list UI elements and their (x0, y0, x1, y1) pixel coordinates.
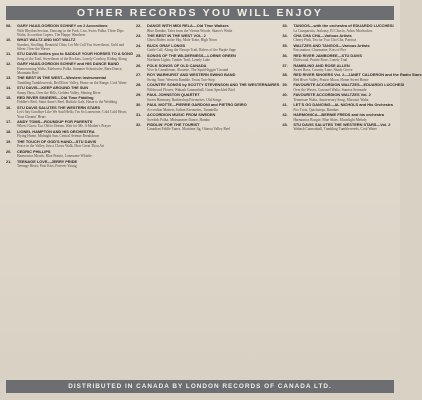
record-track-list: Let's Say Goodbye Like We Said Hello, I'm So Lonesome, Cold Cold Heart, Your Cheatin' Heart (17, 110, 127, 119)
record-entry (136, 44, 279, 53)
record-title: GARY HAAS-GORDON SCHNEY and HIS DANCE BAND (17, 61, 119, 67)
record-entry (282, 73, 421, 82)
record-track-list: Harmonica Moods, Blue Prairie, Lonesome Whistle (17, 154, 92, 159)
listing-column-middle (136, 24, 279, 376)
record-entry (136, 73, 279, 82)
record-track-list: Homecoming Waltz, Edelweiss Polka, Summer Schottische, Barn Dance, Mountain Reel (17, 66, 123, 75)
record-number: 37. (282, 62, 288, 68)
record-track-list: Cattle Call, Along the Navajo Trail, Riders of the Purple Sage (147, 48, 236, 53)
listing-column-right (282, 24, 421, 376)
record-track-list: Canadian Fiddle Tunes, Maritime Jig, Ottawa Valley Reel (147, 127, 231, 132)
record-title: ACCORDION MUSIC FROM SWEDEN (147, 112, 216, 118)
record-number: 27. (136, 72, 142, 78)
record-number: 41. (282, 102, 288, 108)
record-listing (6, 23, 422, 376)
record-title: RED RIVER JAMBOREE—STU DAVIS (293, 52, 362, 58)
record-entry (282, 24, 421, 33)
record-entry (136, 103, 279, 112)
record-title: GARY HAAS-GORDON SCHNEY on 2 Accordions (17, 23, 108, 28)
record-title: FAVOURITE ACCORDION WALTZES Vol. 2 (293, 92, 371, 98)
record-number: 23. (136, 32, 142, 38)
record-number: 12. (6, 61, 12, 67)
record-entry (136, 113, 279, 122)
record-entry (136, 93, 279, 102)
record-number: 42. (282, 112, 288, 118)
record-title: LET'S GO DANCING—AL NICHOLS and His Orchestra (293, 102, 393, 108)
record-number: 19. (6, 138, 12, 144)
record-track-list: Cherry Pink, Tea for Two Cha Cha, Patricia (293, 38, 357, 43)
record-title: DANCE WITH MIDI RELA—Old Time Waltzes (147, 23, 229, 28)
record-number: 16. (6, 104, 12, 110)
record-title: WALTZES AND TANGOS—Various Artists (293, 42, 370, 48)
record-track-list: Blue Danube, Tales from the Vienna Woods, Skater's Waltz (147, 28, 233, 33)
record-number: 29. (136, 92, 142, 98)
record-entry (136, 123, 279, 132)
record-track-list: Over the Waves, Carousel Waltz, Sunrise Serenade (293, 87, 367, 92)
record-title: ROY WARHURST AND WESTERN SWING BAND (147, 72, 236, 78)
record-track-list: Sweet Harmony, Barbershop Favourites, Old Songs (147, 97, 222, 102)
record-entry (6, 24, 133, 37)
record-entry (6, 62, 133, 75)
record-title: HARMONICA—BERNIE FREDS and his orchestra (293, 112, 384, 118)
record-entry (282, 103, 421, 112)
record-title: THE TOUCH OF GOD'S HAND—STU DAVIS (17, 138, 97, 144)
record-number: 36. (282, 52, 288, 58)
record-entry (282, 113, 421, 122)
record-track-list: Flying Home, Midnight Sun, Central Avenue Breakdown (17, 134, 100, 139)
record-entry (6, 130, 133, 139)
page-title: OTHER RECORDS YOU WILL ENJOY (6, 6, 394, 20)
record-track-list: Accordion Masters, Italian Favourites, Tarantella (147, 107, 218, 112)
record-entry (6, 160, 133, 169)
record-number: 28. (136, 82, 142, 88)
record-title: FOLK SONGS OF OLD CANADA (147, 62, 207, 68)
record-entry (136, 64, 279, 73)
record-title: STU DAVIS invites you to SADDLE YOUR HORSES TO A SONG (17, 51, 134, 57)
record-track-list: Peace in the Valley, Just a Closer Walk, How Great Thou Art (17, 144, 105, 149)
record-title: WHAT WALTZ AND NOT WALTZ (17, 37, 76, 43)
record-entry (282, 34, 421, 43)
record-entry (136, 54, 279, 63)
record-entry (6, 96, 133, 105)
record-entry (6, 106, 133, 119)
record-track-list: Teenage Heart, First Kiss, Forever Young (17, 164, 77, 168)
record-title: ANDY TOMS—ROUNDUP FOR PARENTS (17, 118, 93, 124)
record-track-list: Tennessee Waltz, Anniversary Song, Missouri Waltz (293, 97, 369, 102)
record-track-list: Song of the Trail, Sweetheart of the Rockies, Lonely Cowboy, Riding Along (17, 56, 127, 61)
record-title: STU DAVIS SALUTES THE WESTERN STARS—Vol. 2 (293, 121, 391, 127)
record-entry (136, 34, 279, 43)
record-number: 35. (282, 42, 288, 48)
record-number: 11. (6, 51, 12, 57)
record-entry (6, 38, 133, 51)
record-track-list: Northern Lights, Timber Trail, Lonely Lake (147, 58, 211, 63)
record-track-list: Wildwood Flower, Wabash Cannonball, Great Speckled Bird (147, 87, 235, 92)
record-number: 08. (6, 23, 12, 28)
record-number: 38. (282, 72, 288, 78)
record-entry (6, 52, 133, 61)
record-entry (282, 64, 421, 73)
record-number: 13. (6, 75, 12, 81)
record-entry (282, 93, 421, 102)
record-title: STU DAVIS—KEEP AROUND THE SUN (17, 85, 89, 91)
record-entry (6, 120, 133, 129)
record-track-list: Fascination, Charmaine, Kiss of Fire (293, 48, 347, 53)
record-title: PAUL JOHNSTON QUARTET (147, 92, 200, 98)
record-number: 18. (6, 128, 12, 134)
record-entry (136, 24, 279, 33)
record-track-list: When I Grow Too Old to Dream, Wait for Me, A Mother's Prayer (17, 124, 111, 129)
listing-column-left (6, 24, 133, 376)
record-track-list: Vive la Canadienne, Alouette, The Squid-Jiggin' Ground (147, 68, 229, 73)
record-title: COUNTRY SONGS by SCOTTY STEVENSON AND THE WESTERNAIRES (147, 82, 280, 88)
record-number: 33. (282, 23, 288, 28)
record-number: 31. (136, 112, 142, 118)
record-track-list: Red River Valley, Prairie Moon, Home Sweet Home (293, 77, 369, 82)
record-title: THE BEST IN THE WEST—Western Instrumental (17, 75, 106, 81)
record-title: PAUL MOTTE—PIERRE GARDONI and PIETRO DEIRO (147, 102, 247, 108)
record-entry (6, 86, 133, 95)
record-entry (6, 150, 133, 159)
record-track-list: Tumbling Tumbleweeds, Red River Valley, Home on the Range, Cool Water (17, 80, 127, 85)
record-number: 10. (6, 37, 12, 43)
record-title: STU DAVIS SALUTES THE WESTERN STARS (17, 104, 101, 110)
record-number: 14. (6, 85, 12, 91)
record-track-list: Swedish Polka, Midsummer Dance, Hambo (147, 117, 211, 122)
distributor-footer: DISTRIBUTED IN CANADA BY LONDON RECORDS OF CANADA LTD. (6, 380, 394, 393)
record-track-list: Stardust, Strolling, Beautiful Ohio, Let Me Call You Sweetheart, Gold and Silver, Over the Waves (17, 42, 125, 51)
record-number: 20. (6, 148, 12, 154)
record-track-list: Driftwood, Prairie Rose, Lonely Trail (293, 58, 348, 63)
record-number: 40. (282, 92, 288, 98)
record-entry (282, 123, 421, 132)
record-title: TANGOS—with the orchestra of EDUARDO LUCCHESI (293, 23, 394, 28)
record-track-list: La Cumparsita, Jealousy, El Choclo, Adios Muchachos (293, 28, 373, 33)
record-entry (282, 54, 421, 63)
record-entry (136, 83, 279, 92)
record-track-list: Fox Trots, Quicksteps, Rumbas (293, 107, 339, 112)
record-number: 43. (282, 121, 288, 127)
record-track-list: Harmonica Boogie, Blue Skies, Moonlight Melody (293, 117, 367, 122)
record-title: RAMBLING AND ROSE ALLEN (293, 62, 350, 68)
record-number: 32. (136, 121, 142, 127)
record-title: CHA CHA CHA—Various Artists (293, 32, 352, 38)
record-title: LIONEL HAMPTON AND HIS ORCHESTRA (17, 128, 95, 134)
record-title: FAVOURITE ACCORDION WALTZES—EDUARDO LUCCHESI (293, 82, 405, 88)
record-track-list: Swing Time, Western Ramble, Texas Two-Step (147, 77, 215, 82)
record-track-list: With Rhythm Section, Dancing in the Park, Lisa, Swiss Polka, Three Dips Waltz, Accordion Capers, The Happy Wanderer (17, 28, 124, 37)
record-entry (282, 44, 421, 53)
record-number: 15. (6, 94, 12, 100)
record-track-list: Fiddler's Reel, Saint Anne's Reel, Buffalo Gals, Haste to the Wedding (17, 100, 117, 105)
record-entry (6, 140, 133, 149)
record-entry (6, 76, 133, 85)
record-title: RED RIVER SINGERS Vol. 2—JANET CALDERON and the Radio Stars (293, 72, 422, 78)
record-number: 21. (6, 158, 12, 164)
record-number: 24. (136, 42, 142, 48)
record-title: SONGS OF THE WILDERNESS—LORNE GREEN (147, 52, 236, 58)
record-title: CEDRIC PHILLIPS (17, 148, 51, 154)
record-title: THE BEST IN THE WEST VOL. 2 (147, 32, 206, 38)
record-number: 30. (136, 102, 142, 108)
record-track-list: Sunny Days, Over the Hills, Golden Valley, Shining River (17, 90, 101, 95)
record-entry (282, 83, 421, 92)
record-track-list: Ghost Riders in the Sky, Mule Train, High Noon (147, 38, 217, 43)
record-number: 39. (282, 82, 288, 88)
record-track-list: Sweet Rose, Country Lane, Shady Grove (293, 68, 353, 73)
record-title-line (6, 62, 133, 67)
record-title: TEENAGE LOVE—JERRY PRIDE (17, 158, 78, 164)
record-number: 22. (136, 23, 142, 28)
record-title: BUCK GRAY LONGS (147, 42, 186, 48)
record-number: 17. (6, 118, 12, 124)
record-number: 25. (136, 52, 142, 58)
record-title: RED RIVER SINGERS—Old Time Fiddling (17, 94, 94, 100)
record-number: 34. (282, 32, 288, 38)
record-title: FIDDLIN' FOR THE TOURIST (147, 121, 200, 127)
record-number: 26. (136, 62, 142, 68)
record-track-list: Wabash Cannonball, Tumbling Tumbleweeds, Cool Water (293, 127, 377, 132)
